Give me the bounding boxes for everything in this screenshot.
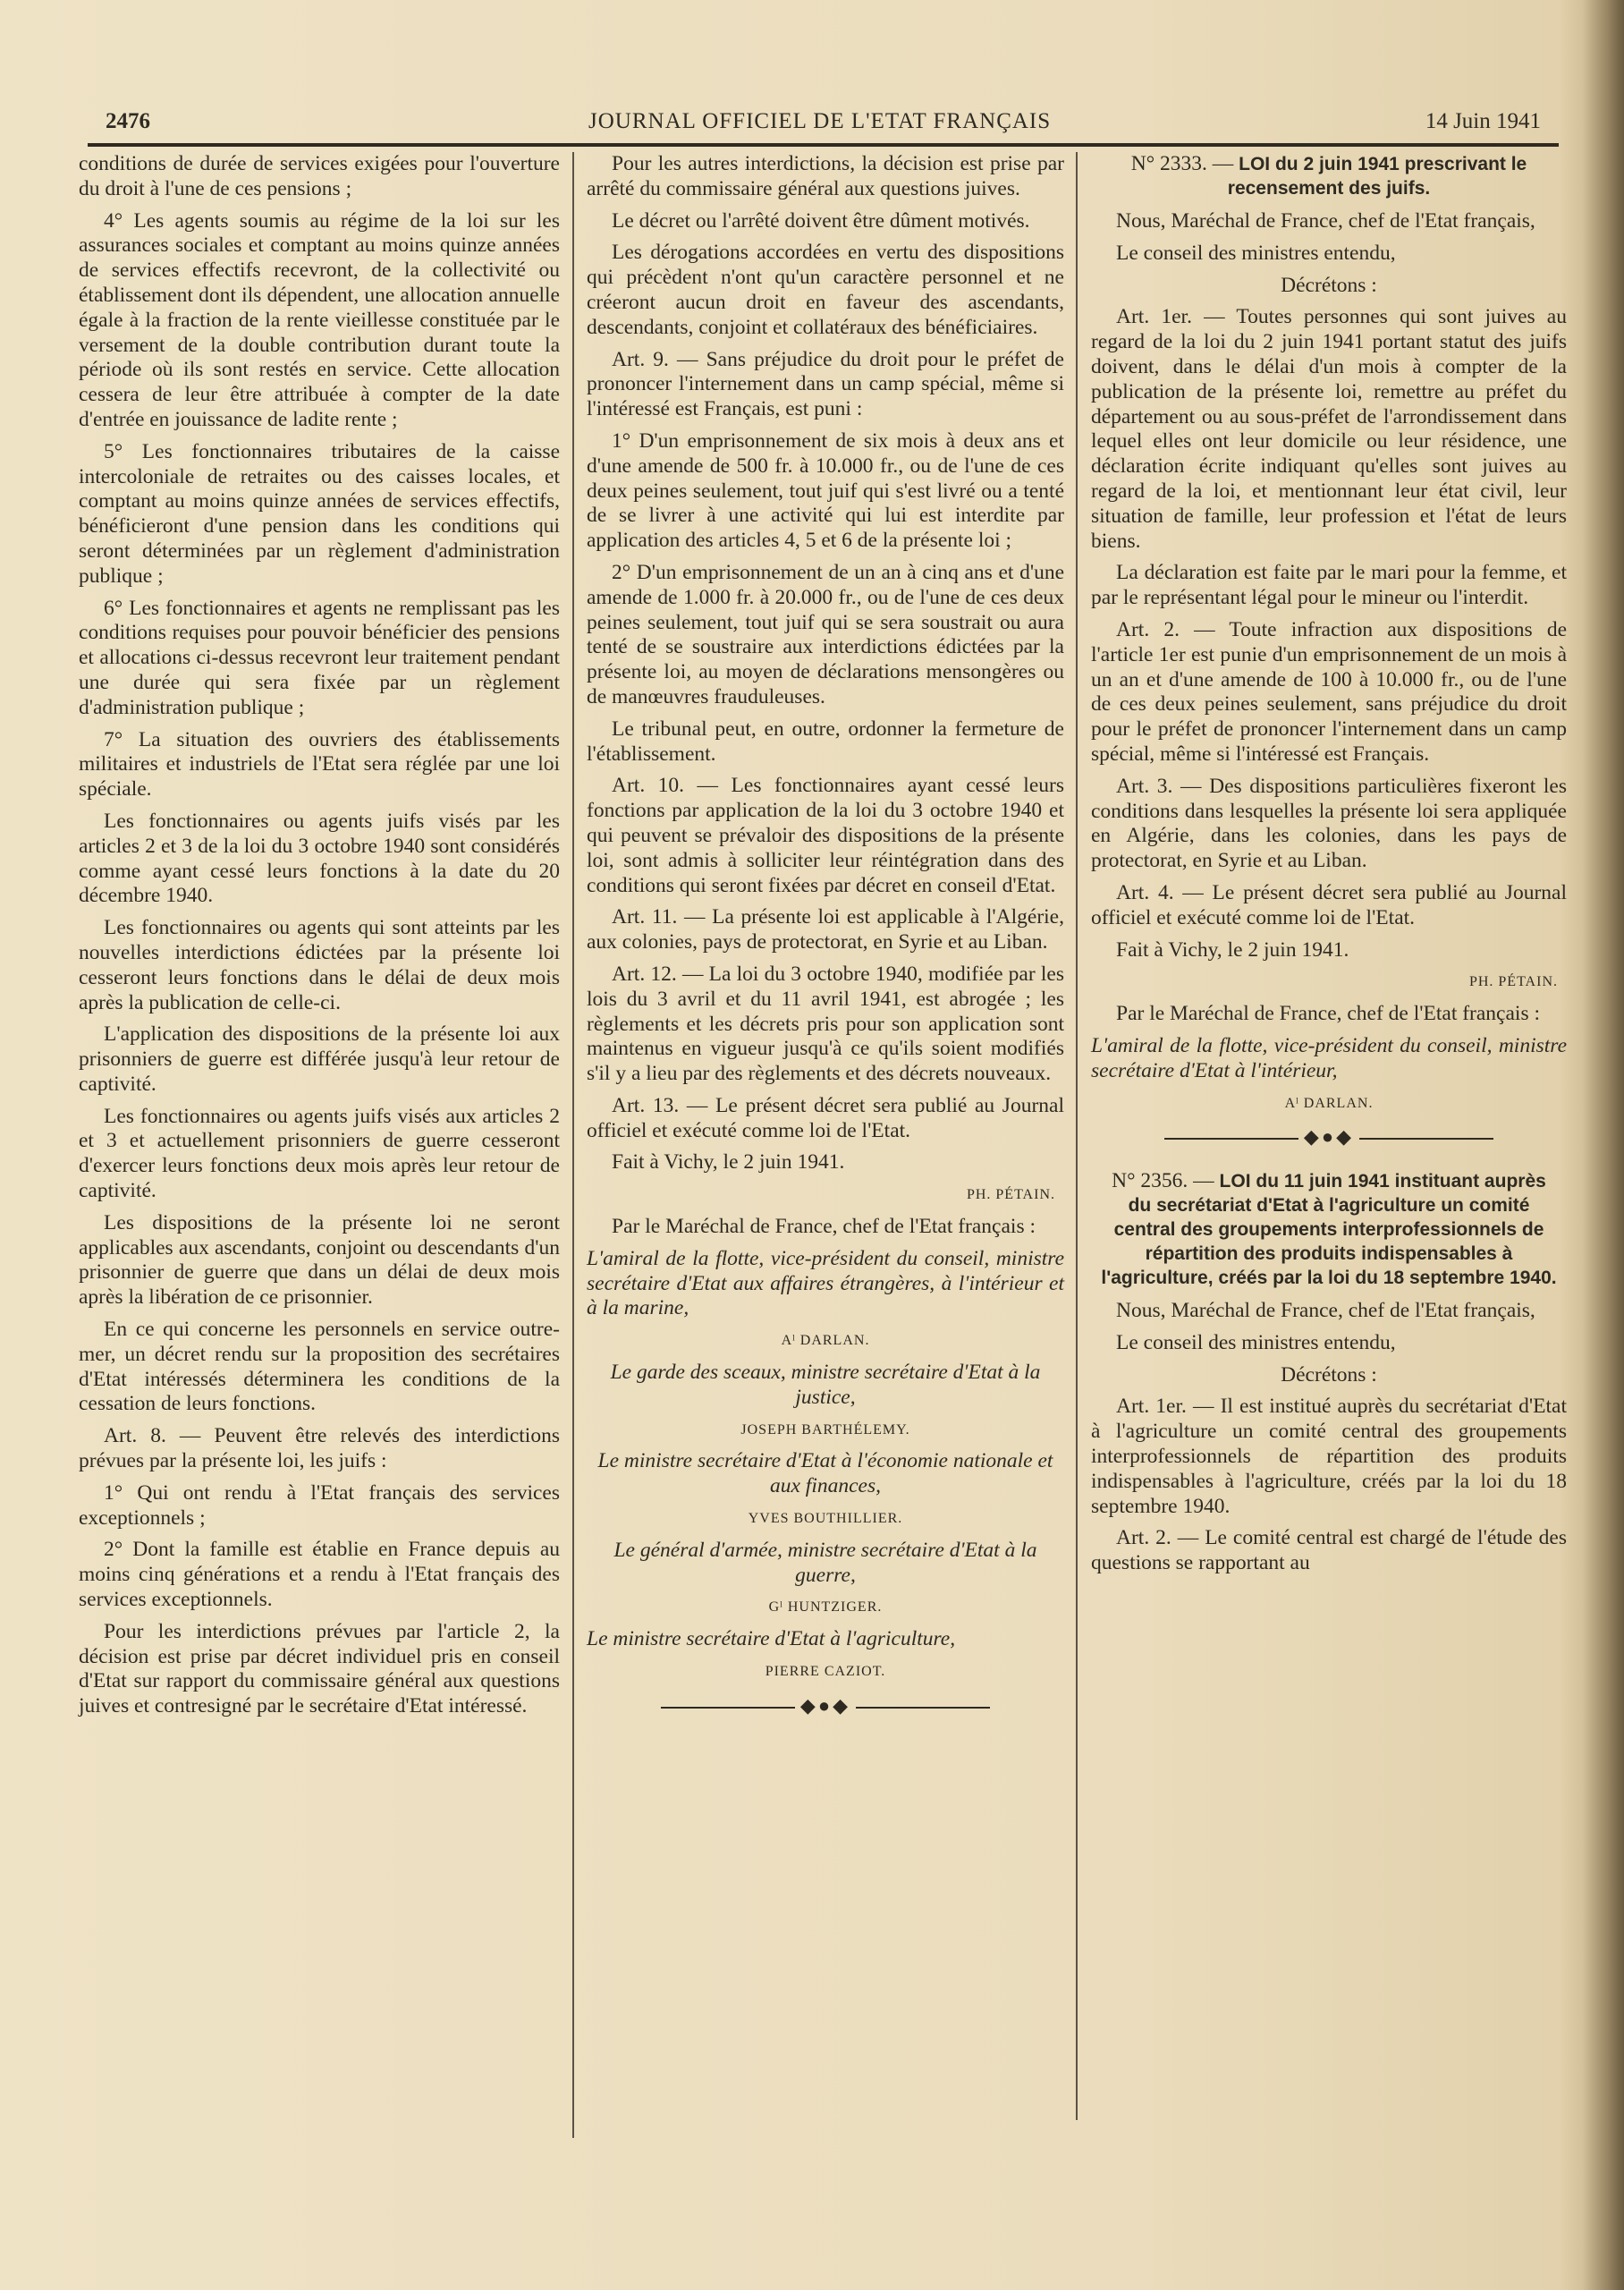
paragraph: Les fonctionnaires ou agents juifs visés aux articles 2 et 3 et actuellement prisonniers de guerre cesseront d'exercer leurs fonctions deux mois après leur retour de captivité. [79,1104,560,1203]
signature: JOSEPH BARTHÉLEMY. [740,1421,910,1438]
journal-title: JOURNAL OFFICIEL DE L'ETAT FRANÇAIS [588,109,1052,133]
paragraph: Art. 3. — Des dispositions particulières fixeront les conditions dans lesquelles la présente loi sera appliquée en Algérie, dans les colonies, dans les pays de protectorat, en Syrie et au Liban. [1091,774,1567,873]
paragraph: Art. 11. — La présente loi est applicable à l'Algérie, aux colonies, pays de protectorat, en Syrie et au Liban. [587,905,1064,954]
paragraph: Par le Maréchal de France, chef de l'Etat français : [1116,1002,1540,1026]
paragraph: Art. 2. — Le comité central est chargé de l'étude des questions se rapportant au [1091,1526,1567,1575]
header-rule [88,143,1559,147]
paragraph: La déclaration est faite par le mari pour la femme, et par le représentant légal pour le mineur ou l'interdit. [1091,561,1567,610]
paragraph: 4° Les agents soumis au régime de la loi sur les assurances sociales et comptant au moins quinze années de services effectifs recevront, de la collectivité ou établissement dont ils dépendent, une allocation annuelle égale à la fraction de la rente vieillesse constituée par le versement de la double contribution durant toute la période où ils sont restés en service. Cette allocation cessera de leur être attribuée à compter de la date d'entrée en jouissance de ladite rente ; [79,208,560,431]
signature: Aˡ DARLAN. [1284,1095,1374,1111]
paragraph: Le conseil des ministres entendu, [1116,241,1396,265]
minister-title: L'amiral de la flotte, vice-président du conseil, ministre secrétaire d'Etat à l'intérieur, [1091,1033,1567,1082]
paragraph: Les dérogations accordées en vertu des dispositions qui précèdent n'ont qu'un caractère personnel et ne créeront aucun droit en faveur des ascendants, descendants, conjoint et collatéraux des bénéficiaires. [587,241,1064,339]
law-title: LOI du 2 juin 1941 prescrivant le recensement des juifs. [1227,154,1527,199]
page-header [88,106,1559,132]
paragraph: conditions de durée de services exigées pour l'ouverture du droit à l'une de ces pensions ; [79,152,560,200]
section-ornament: ◆●◆ [1091,1124,1567,1149]
paragraph: Décrétons : [1281,1362,1377,1387]
paragraph: Art. 10. — Les fonctionnaires ayant cessé leurs fonctions par application de la loi du 3 octobre 1940 et qui peuvent se prévaloir des dispositions de la présente loi, sont admis à solliciter leur réintégration dans des conditions qui seront fixées par décret en conseil d'Etat. [587,774,1064,897]
paragraph: En ce qui concerne les personnels en service outre-mer, un décret rendu sur la proposition des secrétaires d'Etat intéressés déterminera les conditions de la cessation de leurs fonctions. [79,1318,560,1416]
signature: YVES BOUTHILLIER. [748,1511,903,1527]
paragraph: 2° Dont la famille est établie en France depuis au moins cinq générations et a rendu à l'Etat français des services exceptionnels. [79,1538,560,1612]
paragraph: Le conseil des ministres entendu, [1116,1330,1396,1354]
column-2 [587,152,1064,1738]
paragraph: Fait à Vichy, le 2 juin 1941. [612,1150,845,1175]
column-divider [572,152,574,2138]
paragraph: Les dispositions de la présente loi ne seront applicables aux ascendants, conjoint ou descendants d'un prisonnier de guerre que dans un délai de deux mois après la libération de ce prisonnier. [79,1210,560,1310]
signature: PH. PÉTAIN. [1468,974,1558,990]
paragraph: Par le Maréchal de France, chef de l'Etat français : [612,1215,1036,1239]
paragraph: Art. 1er. — Toutes personnes qui sont juives au regard de la loi du 2 juin 1941 portant statut des juifs doivent, dans le délai d'un mois à compter de la publication de la présente loi, remettre au préfet du département ou au sous-préfet de l'arrondissement dans lequel elles ont leur domicile ou leur résidence, une déclaration écrite indiquant qu'elles sont juives au regard de la loi, et mentionnant leur état civil, leur situation de famille, leur profession et l'état de leurs biens. [1091,305,1567,553]
paragraph: Décrétons : [1281,273,1377,297]
law-heading [1100,1169,1558,1290]
paragraph: Pour les autres interdictions, la décision est prise par arrêté du commissaire général aux questions juives. [587,152,1064,200]
paragraph: 1° D'un emprisonnement de six mois à deux ans et d'une amende de 500 fr. à 10.000 fr., ou de l'une de ces deux peines seulement, tout juif qui s'est livré ou a tenté de se livrer à une activité qui lui est interdite par application des articles 4, 5 et 6 de la présente loi ; [587,428,1064,553]
paragraph: Art. 2. — Toute infraction aux dispositions de l'article 1er est punie d'un emprisonnement de un mois à un an et d'une amende de 100 à 10.000 fr., ou de l'une de ces deux peines seulement, sans préjudice du droit pour le préfet de prononcer l'internement dans un camp spécial, même si l'intéressé est Français. [1091,617,1567,766]
column-divider [1076,152,1078,2120]
column-1 [79,152,560,1726]
minister-title: Le garde des sceaux, ministre secrétaire d'Etat à la justice, [610,1361,1041,1409]
page-number: 2476 [106,109,150,133]
law-number: N° 2333. — [1130,152,1234,175]
paragraph: Nous, Maréchal de France, chef de l'Etat français, [1116,1299,1535,1323]
minister-title: Le ministre secrétaire d'Etat à l'agriculture, [587,1627,956,1651]
paragraph: Nous, Maréchal de France, chef de l'Etat français, [1116,209,1535,233]
paragraph: Le décret ou l'arrêté doivent être dûment motivés. [612,208,1030,233]
section-ornament: ◆●◆ [587,1693,1064,1718]
signature: PIERRE CAZIOT. [765,1664,886,1680]
signature: Aˡ DARLAN. [781,1333,870,1349]
signature: Gˡ HUNTZIGER. [768,1599,883,1616]
paragraph: 1° Qui ont rendu à l'Etat français des services exceptionnels ; [79,1480,560,1530]
law-title: LOI du 11 juin 1941 instituant auprès du secrétariat d'Etat à l'agriculture un comité central des groupements interprofessionnels de répartition des produits indispensables à l'agriculture, créés par la loi du 18 septembre 1940. [1101,1171,1557,1289]
paragraph: Le tribunal peut, en outre, ordonner la fermeture de l'établissement. [587,717,1064,766]
paragraph: Art. 12. — La loi du 3 octobre 1940, modifiée par les lois du 3 avril et du 11 avril 1941, est abrogée ; les règlements et les décrets pris pour son application sont maintenus en vigueur jusqu'à ce qu'ils soient modifiés s'il y a lieu par des règlements et des décrets nouveaux. [587,962,1064,1086]
law-heading [1100,152,1558,200]
page-binding-shadow [1583,0,1624,2290]
paragraph: Art. 1er. — Il est institué auprès du secrétariat d'Etat à l'agriculture un comité central des groupements interprofessionnels de répartition des produits indispensables à l'agriculture, créés par la loi du 18 septembre 1940. [1091,1395,1567,1518]
paragraph: 6° Les fonctionnaires et agents ne remplissant pas les conditions requises pour pouvoir bénéficier des pensions et allocations ci-dessus recevront leur traitement pendant une durée qui sera fixée par un règlement d'administration publique ; [79,596,560,719]
law-number: N° 2356. — [1112,1169,1214,1193]
paragraph: 2° D'un emprisonnement de un an à cinq ans et d'une amende de 1.000 fr. à 20.000 fr., ou de l'une de ces deux peines seulement, tout juif qui se sera soustrait ou aura tenté de se soustraire aux interdictions édictées par la présente loi, au moyen de déclarations mensongères ou de manœuvres frauduleuses. [587,560,1064,708]
paragraph: L'application des dispositions de la présente loi aux prisonniers de guerre est différée jusqu'à leur retour de captivité. [79,1022,560,1096]
paragraph: Art. 13. — Le présent décret sera publié au Journal officiel et exécuté comme loi de l'Etat. [587,1093,1064,1142]
minister-title: L'amiral de la flotte, vice-président du conseil, ministre secrétaire d'Etat aux affaires étrangères, à l'intérieur et à la marine, [587,1246,1064,1320]
paragraph: Les fonctionnaires ou agents qui sont atteints par les nouvelles interdictions édictées par la présente loi cesseront leurs fonctions dans le délai de deux mois après la publication de celle-ci. [79,916,560,1014]
paragraph: Fait à Vichy, le 2 juin 1941. [1116,937,1349,962]
minister-title: Le général d'armée, ministre secrétaire d'Etat à la guerre, [613,1538,1037,1587]
paragraph: Art. 4. — Le présent décret sera publié au Journal officiel et exécuté comme loi de l'Etat. [1091,880,1567,929]
paragraph: Art. 9. — Sans préjudice du droit pour le préfet de prononcer l'internement dans un camp spécial, même si l'intéressé est Français, est puni : [587,347,1064,421]
minister-title: Le ministre secrétaire d'Etat à l'économie nationale et aux finances, [597,1449,1053,1498]
column-3 [1091,152,1567,1583]
issue-date: 14 Juin 1941 [1425,109,1541,133]
paragraph: Art. 8. — Peuvent être relevés des interdictions prévues par la présente loi, les juifs : [79,1424,560,1473]
paragraph: Les fonctionnaires ou agents juifs visés par les articles 2 et 3 de la loi du 3 octobre 1940 sont considérés comme ayant cessé leurs fonctions à la date du 20 décembre 1940. [79,809,560,908]
paragraph: 5° Les fonctionnaires tributaires de la caisse intercoloniale de retraites ou des caisses locales, et comptant au moins quinze années de services effectifs, bénéficieront d'une pension dans les conditions qui seront déterminées par un règlement d'administration publique ; [79,439,560,588]
signature: PH. PÉTAIN. [966,1187,1055,1203]
paragraph: Pour les interdictions prévues par l'article 2, la décision est prise par décret individuel pris en conseil d'Etat sur rapport du commissaire général aux questions juives et contresigné par le secrétaire d'Etat intéressé. [79,1619,560,1718]
paragraph: 7° La situation des ouvriers des établissements militaires et industriels de l'Etat sera réglée par une loi spéciale. [79,727,560,802]
